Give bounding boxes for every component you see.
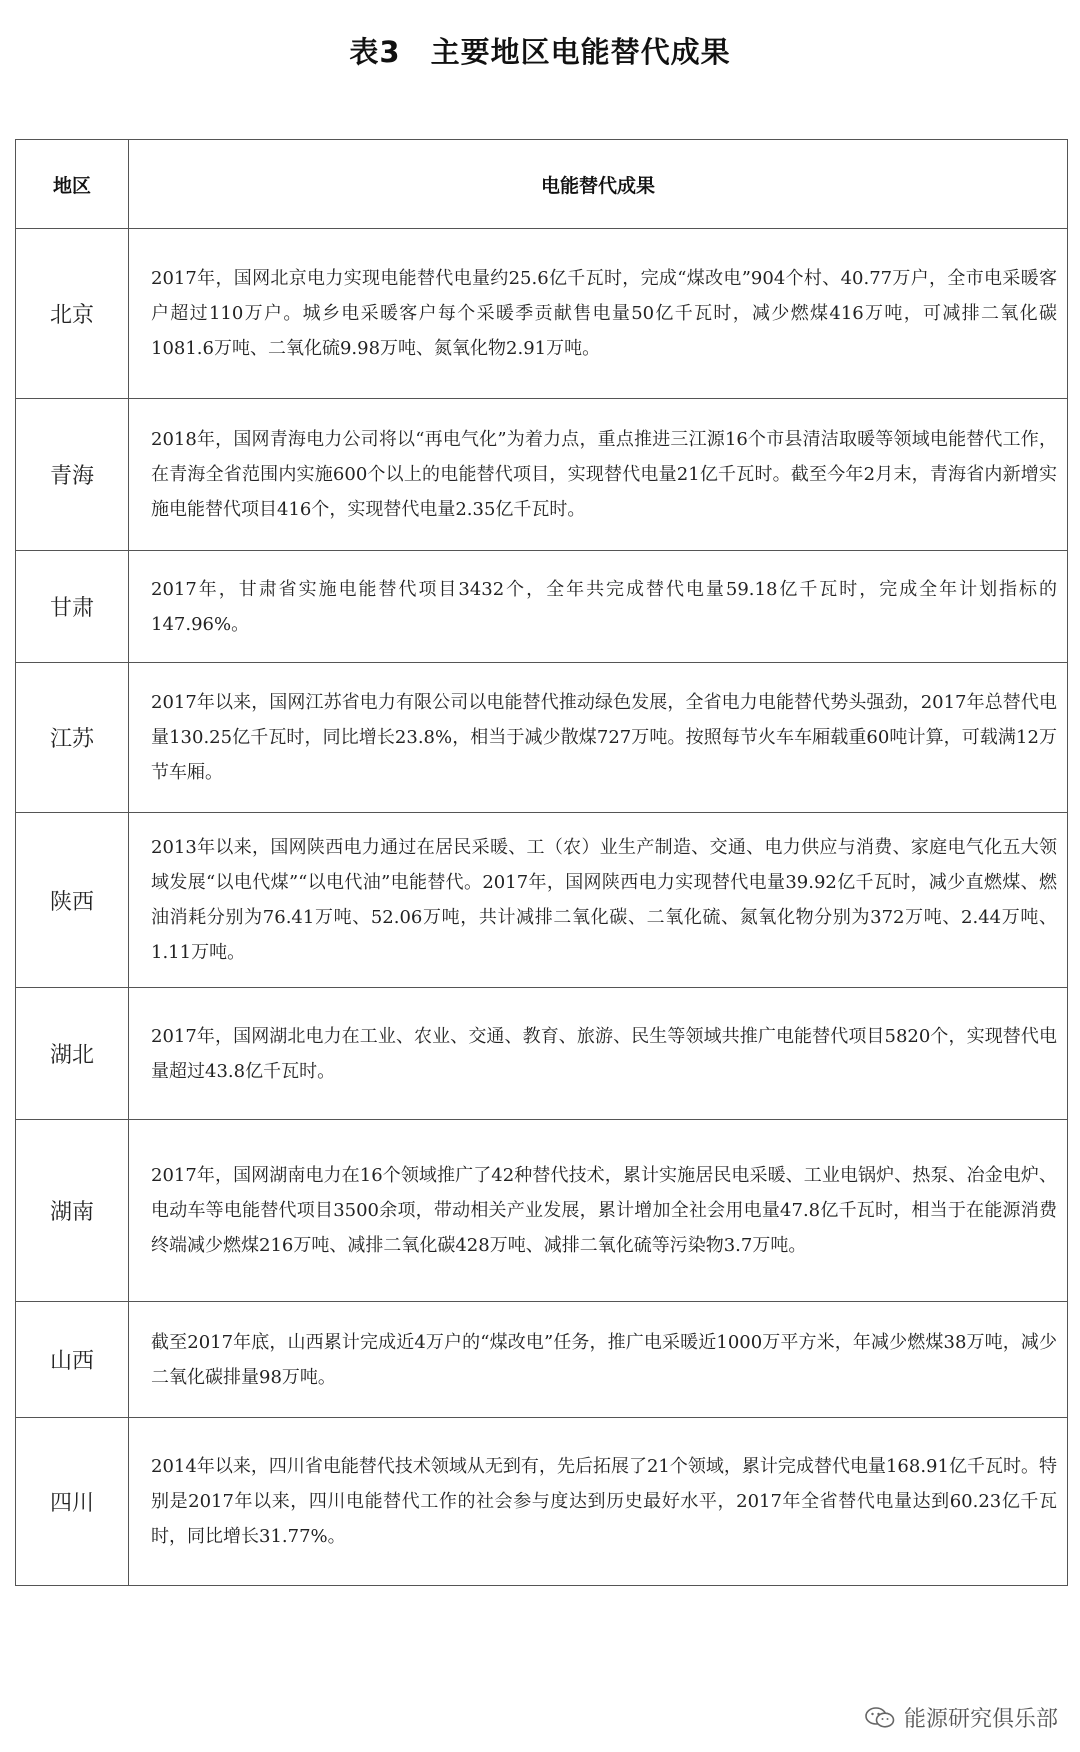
result-cell: 2017年，国网北京电力实现电能替代电量约25.6亿千瓦时，完成“煤改电”904个村、40.77万户，全市电采暖客户超过110万户。城乡电采暖客户每个采暖季贡献售电量50亿千瓦时，减少燃煤416万吨，可减排二氧化碳1081.6万吨、二氧化硫9.98万吨、氮氧化物2.91万吨。 — [129, 229, 1068, 399]
table-title: 表3 主要地区电能替代成果 — [349, 35, 731, 69]
region-cell: 湖北 — [16, 988, 129, 1120]
region-cell: 四川 — [16, 1418, 129, 1586]
result-cell: 2017年以来，国网江苏省电力有限公司以电能替代推动绿色发展，全省电力电能替代势头强劲，2017年总替代电量130.25亿千瓦时，同比增长23.8%，相当于减少散煤727万吨。按照每节火车车厢载重60吨计算，可载满12万节车厢。 — [129, 663, 1068, 813]
region-cell: 陕西 — [16, 813, 129, 988]
result-cell: 2018年，国网青海电力公司将以“再电气化”为着力点，重点推进三江源16个市县清洁取暖等领域电能替代工作，在青海全省范围内实施600个以上的电能替代项目，实现替代电量21亿千瓦时。截至今年2月末，青海省内新增实施电能替代项目416个，实现替代电量2.35亿千瓦时。 — [129, 399, 1068, 551]
table-row — [16, 229, 1068, 399]
watermark-text: 能源研究俱乐部 — [903, 1707, 1058, 1732]
region-cell: 江苏 — [16, 663, 129, 813]
region-cell: 青海 — [16, 399, 129, 551]
header-results: 电能替代成果 — [129, 140, 1068, 229]
result-cell: 2017年，甘肃省实施电能替代项目3432个，全年共完成替代电量59.18亿千瓦时，完成全年计划指标的147.96%。 — [129, 551, 1068, 663]
result-cell: 2017年，国网湖北电力在工业、农业、交通、教育、旅游、民生等领域共推广电能替代项目5820个，实现替代电量超过43.8亿千瓦时。 — [129, 988, 1068, 1120]
result-cell: 2013年以来，国网陕西电力通过在居民采暖、工（农）业生产制造、交通、电力供应与消费、家庭电气化五大领域发展“以电代煤”“以电代油”电能替代。2017年，国网陕西电力实现替代电量39.92亿千瓦时，减少直燃煤、燃油消耗分别为76.41万吨、52.06万吨，共计减排二氧化碳、二氧化硫、氮氧化物分别为372万吨、2.44万吨、1.11万吨。 — [129, 813, 1068, 988]
region-cell: 北京 — [16, 229, 129, 399]
result-cell: 截至2017年底，山西累计完成近4万户的“煤改电”任务，推广电采暖近1000万平方米，年减少燃煤38万吨，减少二氧化碳排量98万吨。 — [129, 1302, 1068, 1418]
table-row — [16, 988, 1068, 1120]
watermark — [864, 1702, 1058, 1733]
region-cell: 甘肃 — [16, 551, 129, 663]
header-region: 地区 — [16, 140, 129, 229]
table-row — [16, 1302, 1068, 1418]
region-cell: 湖南 — [16, 1120, 129, 1302]
table-header-row — [16, 140, 1068, 229]
result-cell: 2014年以来，四川省电能替代技术领域从无到有，先后拓展了21个领域，累计完成替代电量168.91亿千瓦时。特别是2017年以来，四川电能替代工作的社会参与度达到历史最好水平，2017年全省替代电量达到60.23亿千瓦时，同比增长31.77%。 — [129, 1418, 1068, 1586]
wechat-icon — [864, 1706, 896, 1730]
table-row — [16, 813, 1068, 988]
region-cell: 山西 — [16, 1302, 129, 1418]
table-row — [16, 1418, 1068, 1586]
table-row — [16, 1120, 1068, 1302]
table-row — [16, 663, 1068, 813]
results-table — [15, 139, 1068, 1586]
result-cell: 2017年，国网湖南电力在16个领域推广了42种替代技术，累计实施居民电采暖、工业电锅炉、热泵、冶金电炉、电动车等电能替代项目3500余项，带动相关产业发展，累计增加全社会用电量47.8亿千瓦时，相当于在能源消费终端减少燃煤216万吨、减排二氧化碳428万吨、减排二氧化硫等污染物3.7万吨。 — [129, 1120, 1068, 1302]
table-row — [16, 551, 1068, 663]
table-row — [16, 399, 1068, 551]
